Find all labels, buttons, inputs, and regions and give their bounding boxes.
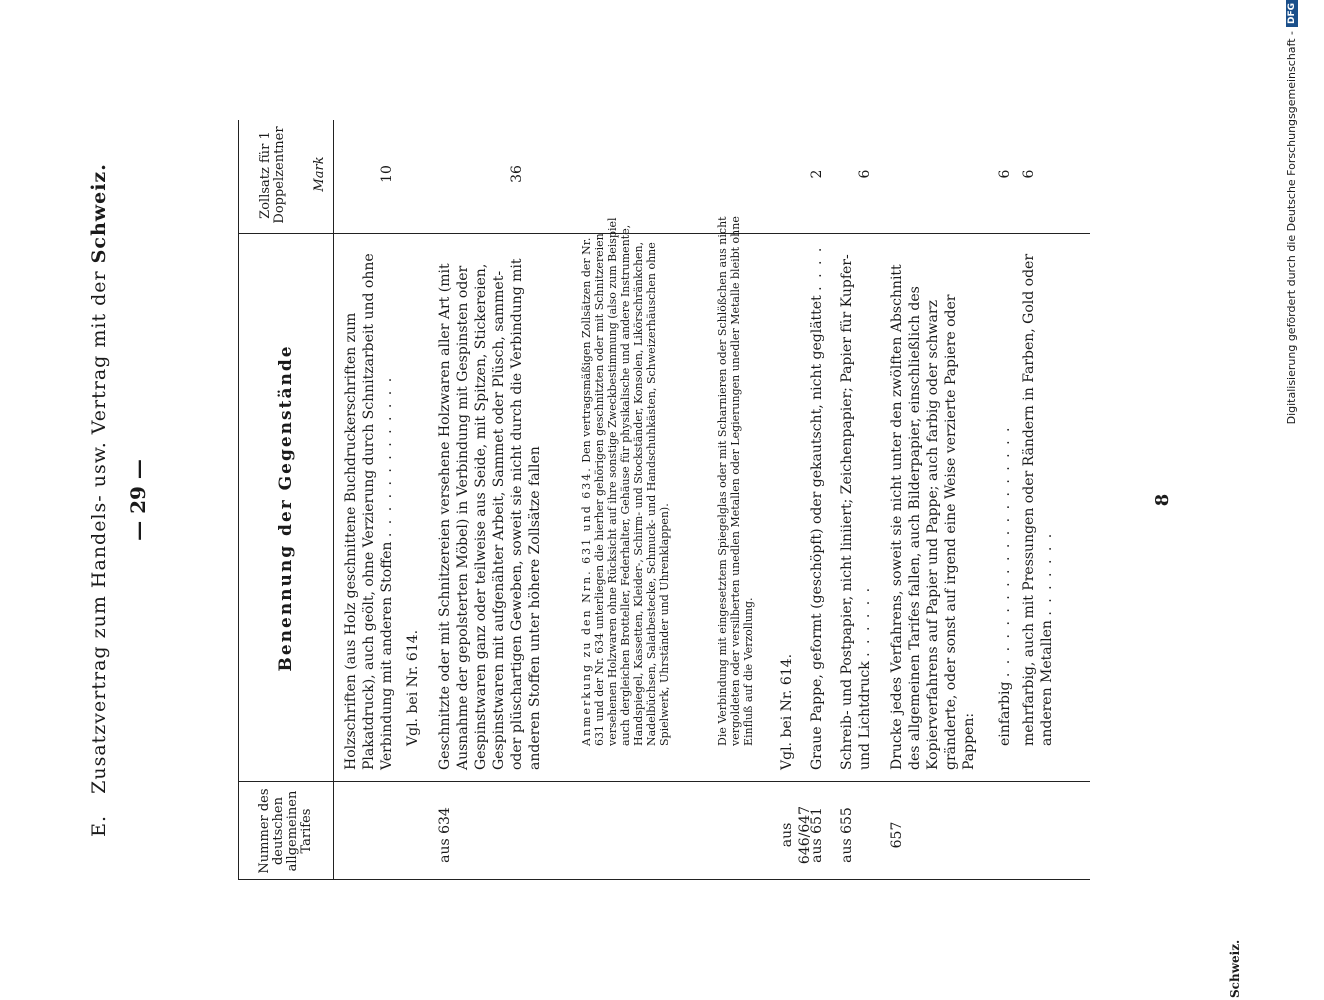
- row-number: aus 646/647: [779, 805, 813, 865]
- row-text: Graue Pappe, geformt (geschöpft) oder gekautscht, nicht geglättet . . . .: [809, 245, 825, 770]
- row-text: Drucke jedes Verfahrens, soweit sie nicht unter den zwölften Abschnitt des allgemeinen Tarifes fallen, auch Bilderpapier, einschließlich des Kopierverfahrens auf Papier und Pappe; auch farbig oder schwarz gränderte, oder sonst auf irgend eine Weise verzierte Papiere oder Pappen:: [889, 264, 977, 770]
- section-title: Zusatzvertrag zum Handels- usw. Vertrag mit der: [88, 270, 110, 794]
- row-rate: 2: [809, 169, 825, 179]
- row-text: einfarbig . . . . . . . . . . . . . . . . . . . .: [997, 425, 1013, 746]
- table-border-left: [238, 879, 1090, 880]
- note-text: Den vertragsmäßigen Zollsätzen der Nr. 631 und der Nr. 634 unterliegen die hierher gehörigen geschnitzten oder mit Schnitzereien versehenen Holzwaren ohne Rücksicht auf ihre sonstige Zweckbestimmung (also zum Beispiel auch dergleichen Brotteller, Federhalter, Gehäuse für physikalische und andere Instrumente, Handspiegel, Kassetten, Kleider-, Schirm- und Stockständer, Konsolen, Likörschränkchen, Nadelbüchsen, Salatbestecke, Schmuck- und Handschuhkästen, Schweizerhäuschen ohne Spielwerk, Uhrständer und Uhrenklappen).: [580, 217, 671, 746]
- section-prefix: E.: [88, 814, 110, 837]
- row-note: Die Verbindung mit eingesetztem Spiegelglas oder mit Scharnieren oder Schlößchen aus nicht vergoldeten oder versilberten unedlen Metallen oder Legierungen unedler Metalle bleibt ohne Einfluß auf die Verzollung.: [716, 216, 755, 746]
- row-text: Vgl. bei Nr. 614.: [779, 653, 795, 770]
- dfg-logo: DFG: [1286, 0, 1298, 27]
- row-note: [580, 216, 671, 770]
- row-text: Vgl. bei Nr. 614.: [405, 629, 421, 746]
- row-text: Geschnitzte oder mit Schnitzereien versehene Holzwaren aller Art (mit Ausnahme der gepolsterten Möbel) in Verbindung mit Gespinsten oder Gespinstwaren ganz oder teilweise aus Seide, mit Spitzen, Stickereien, Gespinstwaren mit aufgenähter Arbeit, Sammet oder Plüsch, sammet- oder plüschartigen Geweben, soweit sie nicht durch die Verbindung mit anderen Stoffen unter höhere Zollsätze fallen: [437, 258, 543, 770]
- row-rate: 6: [1021, 169, 1037, 179]
- row-rate: 6: [857, 169, 873, 179]
- section-header: [88, 0, 110, 1000]
- column-header-name: [238, 236, 333, 780]
- section-title-country: Schweiz.: [88, 163, 110, 264]
- page-number: — 29 —: [126, 459, 150, 541]
- note-heading: Anmerkung zu den Nrn. 631 und 634.: [580, 466, 593, 746]
- side-label: Schweiz.: [1228, 939, 1242, 998]
- header-divider: [333, 120, 334, 880]
- row-rate: 36: [509, 165, 525, 183]
- column-header-name-text: Benennung der Gegenstände: [275, 344, 296, 672]
- row-number: aus 655: [839, 807, 855, 863]
- row-number: aus 651: [809, 807, 825, 863]
- row-text: mehrfarbig, auch mit Pressungen oder Rändern in Farben, Gold oder anderen Metallen . . . . . . .: [1021, 253, 1055, 746]
- row-text: Schreib- und Postpapier, nicht liniiert; Zeichenpapier; Papier für Kupfer- und Lichtdruck . . . . . .: [839, 254, 873, 770]
- row-number: 657: [889, 821, 905, 849]
- row-rate: 6: [997, 169, 1013, 179]
- column-header-number-text: Nummer des deutschen allgemeinen Tarifes: [256, 788, 314, 874]
- column-header-rate-unit: Mark: [312, 156, 327, 192]
- column-divider-1: [238, 781, 1090, 782]
- column-header-rate-text: Zollsatz für 1 Doppelzentner: [258, 126, 287, 224]
- digitization-notice: [1285, 0, 1298, 680]
- digitization-text: Digitalisierung gefördert durch die Deutsche Forschungsgemeinschaft -: [1285, 31, 1298, 425]
- column-header-number: [238, 784, 333, 878]
- row-rate: 10: [379, 165, 395, 183]
- tariff-table: [238, 120, 1090, 880]
- row-number: aus 634: [437, 807, 453, 863]
- column-header-rate: [238, 120, 308, 230]
- page-marker: 8: [1152, 493, 1173, 507]
- row-text: Holzschriften (aus Holz geschnittene Buchdruckerschriften zum Plakatdruck), auch geölt, ohne Verzierung durch Schnitzarbeit und ohne Verbindung mit anderen Stoffen . . . . . . . . . . . . .: [343, 253, 395, 770]
